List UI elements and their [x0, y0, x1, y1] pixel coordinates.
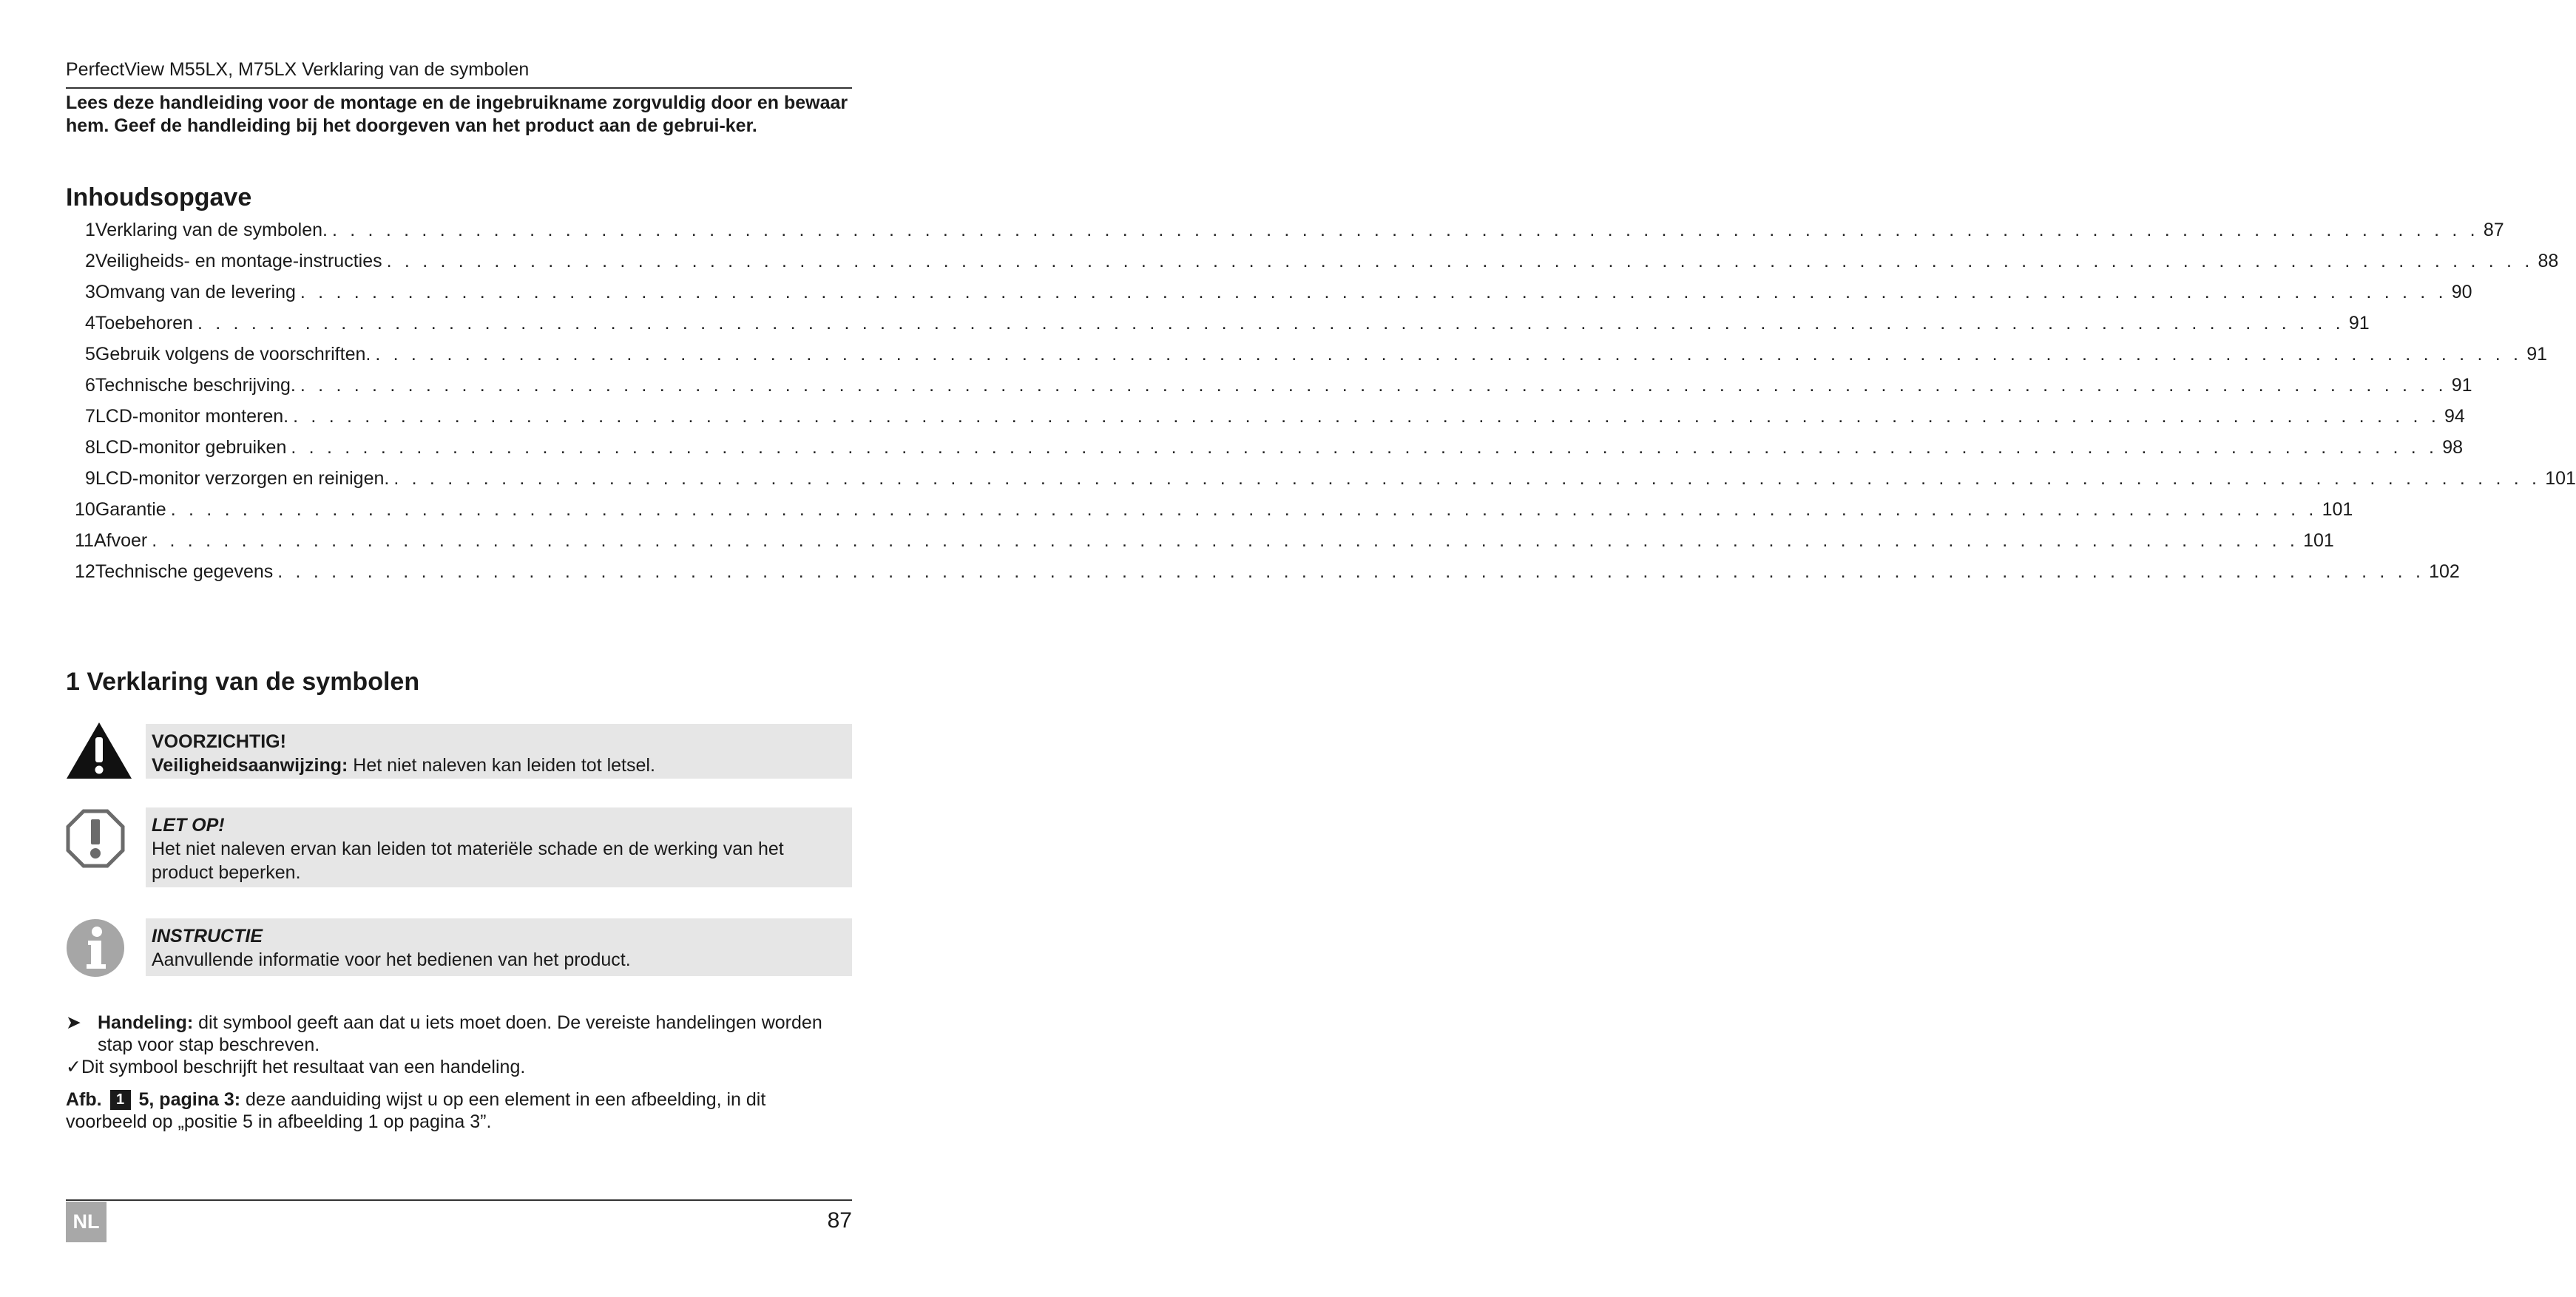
warning-triangle-icon	[66, 721, 132, 780]
running-header: PerfectView M55LX, M75LX Verklaring van de symbolen	[66, 59, 530, 80]
toc-entry-page: 91	[2451, 375, 2472, 396]
toc-entry-number: 11	[75, 530, 94, 551]
toc-entry-number: 9	[85, 468, 95, 489]
attention-box	[146, 807, 852, 887]
section-title: 1 Verklaring van de symbolen	[66, 668, 420, 696]
figure-suffix: 5, pagina 3:	[138, 1089, 241, 1110]
toc-entry-label: Garantie	[95, 499, 166, 520]
toc-entry-label: LCD-monitor monteren.	[95, 406, 289, 427]
toc-entry[interactable]	[85, 313, 2370, 342]
figure-prefix: Afb.	[66, 1089, 102, 1110]
toc-entry-label: Toebehoren	[95, 313, 193, 333]
toc-entry-number: 5	[85, 344, 95, 365]
toc-leader-dots: . . . . . . . . . . . . . . . . . . . . . . . . . . . . . . . . . . . . . . . . . . . . . . . . . . . . . . . . . . . . . . . . . . . . . . . . . . . . . . . . . . . . . . . . . . . . . . . . . . . . . . . . . . . . . . . . . . . . . . . .	[291, 437, 2438, 458]
figure-reference-paragraph	[66, 1088, 852, 1133]
toc-leader-dots: . . . . . . . . . . . . . . . . . . . . . . . . . . . . . . . . . . . . . . . . . . . . . . . . . . . . . . . . . . . . . . . . . . . . . . . . . . . . . . . . . . . . . . . . . . . . . . . . . . . . . . . . . . . . . . . . . . . . . . . .	[277, 561, 2425, 582]
checkmark-icon: ✓	[66, 1057, 81, 1077]
toc-leader-dots: . . . . . . . . . . . . . . . . . . . . . . . . . . . . . . . . . . . . . . . . . . . . . . . . . . . . . . . . . . . . . . . . . . . . . . . . . . . . . . . . . . . . . . . . . . . . . . . . . . . . . . . . . . . . . . . . . . . . . . . .	[152, 530, 2299, 551]
toc-entry-page: 102	[2429, 561, 2460, 582]
page-number: 87	[827, 1208, 852, 1233]
toc-entry-page: 91	[2526, 344, 2547, 365]
toc-entry-number: 6	[85, 375, 95, 396]
toc-entry-page: 90	[2451, 282, 2472, 302]
toc-entry[interactable]	[85, 406, 2465, 436]
attention-heading: LET OP!	[152, 815, 225, 836]
toc-leader-dots: . . . . . . . . . . . . . . . . . . . . . . . . . . . . . . . . . . . . . . . . . . . . . . . . . . . . . . . . . . . . . . . . . . . . . . . . . . . . . . . . . . . . . . . . . . . . . . . . . . . . . . . . . . . . . . . . . . . . . . . .	[393, 468, 2541, 489]
toc-entry-number: 4	[85, 313, 95, 333]
toc-entry-page: 88	[2538, 251, 2559, 271]
footer-divider	[66, 1199, 852, 1201]
toc-entry[interactable]	[85, 437, 2464, 467]
instruction-text: Aanvullende informatie voor het bedienen van het product.	[152, 949, 631, 970]
toc-entry-page: 101	[2322, 499, 2353, 520]
attention-notice	[66, 807, 852, 890]
toc-leader-dots: . . . . . . . . . . . . . . . . . . . . . . . . . . . . . . . . . . . . . . . . . . . . . . . . . . . . . . . . . . . . . . . . . . . . . . . . . . . . . . . . . . . . . . . . . . . . . . . . . . . . . . . . . . . . . . . . . . . . . . . .	[293, 406, 2440, 427]
handling-paragraph	[66, 1012, 852, 1056]
toc-entry-number: 2	[85, 251, 95, 271]
toc-entry[interactable]	[85, 251, 2559, 280]
toc-leader-dots: . . . . . . . . . . . . . . . . . . . . . . . . . . . . . . . . . . . . . . . . . . . . . . . . . . . . . . . . . . . . . . . . . . . . . . . . . . . . . . . . . . . . . . . . . . . . . . . . . . . . . . . . . . . . . . . . . . . . . . . .	[386, 251, 2534, 271]
toc-title: Inhoudsopgave	[66, 183, 252, 211]
toc-entry[interactable]	[75, 530, 2334, 560]
instruction-notice	[66, 918, 852, 979]
toc-entry-page: 101	[2303, 530, 2334, 551]
toc-entry-number: 12	[75, 561, 95, 582]
toc-entry-number: 3	[85, 282, 95, 302]
figure-reference-text: deze aanduiding wijst u op een element in een afbeelding, in dit voorbeeld op „positie 5 in afbeelding 1 op pagina 3”.	[66, 1089, 766, 1132]
toc-entry-label: Gebruik volgens de voorschriften.	[95, 344, 371, 365]
toc-leader-dots: . . . . . . . . . . . . . . . . . . . . . . . . . . . . . . . . . . . . . . . . . . . . . . . . . . . . . . . . . . . . . . . . . . . . . . . . . . . . . . . . . . . . . . . . . . . . . . . . . . . . . . . . . . . . . . . . . . . . . . . .	[300, 282, 2447, 302]
toc-leader-dots: . . . . . . . . . . . . . . . . . . . . . . . . . . . . . . . . . . . . . . . . . . . . . . . . . . . . . . . . . . . . . . . . . . . . . . . . . . . . . . . . . . . . . . . . . . . . . . . . . . . . . . . . . . . . . . . . . . . . . . . .	[300, 375, 2447, 396]
instruction-box	[146, 918, 852, 976]
toc-leader-dots: . . . . . . . . . . . . . . . . . . . . . . . . . . . . . . . . . . . . . . . . . . . . . . . . . . . . . . . . . . . . . . . . . . . . . . . . . . . . . . . . . . . . . . . . . . . . . . . . . . . . . . . . . . . . . . . . . . . . . . . .	[170, 499, 2318, 520]
caution-body: Het niet naleven kan leiden tot letsel.	[353, 755, 655, 776]
toc-entry[interactable]	[85, 344, 2547, 373]
toc-entry-number: 10	[75, 499, 95, 520]
toc-entry[interactable]	[85, 220, 2504, 249]
handling-label: Handeling:	[98, 1012, 194, 1033]
toc-entry-number: 8	[85, 437, 95, 458]
toc-entry-label: Verklaring van de symbolen.	[95, 220, 328, 240]
toc-leader-dots: . . . . . . . . . . . . . . . . . . . . . . . . . . . . . . . . . . . . . . . . . . . . . . . . . . . . . . . . . . . . . . . . . . . . . . . . . . . . . . . . . . . . . . . . . . . . . . . . . . . . . . . . . . . . . . . . . . . . . . . .	[375, 344, 2523, 365]
toc-entry-page: 91	[2348, 313, 2370, 333]
handling-body: dit symbool geeft aan dat u iets moet doen. De vereiste handelingen worden stap voor stap beschreven.	[98, 1012, 822, 1055]
instruction-heading: INSTRUCTIE	[152, 926, 263, 946]
toc-leader-dots: . . . . . . . . . . . . . . . . . . . . . . . . . . . . . . . . . . . . . . . . . . . . . . . . . . . . . . . . . . . . . . . . . . . . . . . . . . . . . . . . . . . . . . . . . . . . . . . . . . . . . . . . . . . . . . . . . . . . . . . .	[331, 220, 2479, 240]
toc-entry-number: 1	[85, 220, 95, 240]
language-badge: NL	[66, 1202, 107, 1242]
toc-entry[interactable]	[85, 282, 2472, 311]
toc-entry-label: Technische beschrijving.	[95, 375, 296, 396]
caution-box	[146, 724, 852, 779]
result-text: Dit symbool beschrijft het resultaat van een handeling.	[81, 1057, 526, 1077]
figure-number-badge: 1	[110, 1090, 131, 1110]
toc-entry-page: 87	[2483, 220, 2504, 240]
caution-text	[152, 754, 846, 777]
caution-notice	[66, 721, 852, 780]
intro-paragraph: Lees deze handleiding voor de montage en de ingebruikname zorgvuldig door en bewaar hem. Geef de handleiding bij het doorgeven van het product aan de gebrui-ker.	[66, 92, 848, 136]
toc-entry-page: 101	[2545, 468, 2576, 489]
toc-entry-label: LCD-monitor verzorgen en reinigen.	[95, 468, 390, 489]
toc-entry[interactable]	[85, 468, 2576, 498]
toc-entry-label: Technische gegevens	[95, 561, 274, 582]
attention-text: Het niet naleven ervan kan leiden tot materiële schade en de werking van het product beperken.	[152, 839, 784, 883]
result-line	[66, 1056, 525, 1078]
toc-entry-page: 94	[2444, 406, 2465, 427]
header-divider	[66, 87, 852, 89]
toc-entry-label: Veiligheids- en montage-instructies	[95, 251, 382, 271]
handling-text	[98, 1012, 852, 1056]
toc-entry-number: 7	[85, 406, 95, 427]
caution-heading: VOORZICHTIG!	[152, 731, 286, 752]
toc-entry-label: LCD-monitor gebruiken	[95, 437, 287, 458]
octagon-exclamation-icon	[66, 809, 125, 868]
toc-entry[interactable]	[75, 499, 2353, 529]
toc-entry-page: 98	[2442, 437, 2464, 458]
caution-label: Veiligheidsaanwijzing:	[152, 755, 348, 776]
toc-entry[interactable]	[75, 561, 2460, 591]
page	[66, 0, 2576, 1297]
toc-entry-label: Afvoer	[93, 530, 148, 551]
toc-leader-dots: . . . . . . . . . . . . . . . . . . . . . . . . . . . . . . . . . . . . . . . . . . . . . . . . . . . . . . . . . . . . . . . . . . . . . . . . . . . . . . . . . . . . . . . . . . . . . . . . . . . . . . . . . . . . . . . . . . . . . . . .	[197, 313, 2345, 333]
toc-entry-label: Omvang van de levering	[95, 282, 296, 302]
info-icon	[66, 918, 125, 978]
arrow-icon: ➤	[66, 1012, 81, 1033]
toc-entry[interactable]	[85, 375, 2472, 404]
